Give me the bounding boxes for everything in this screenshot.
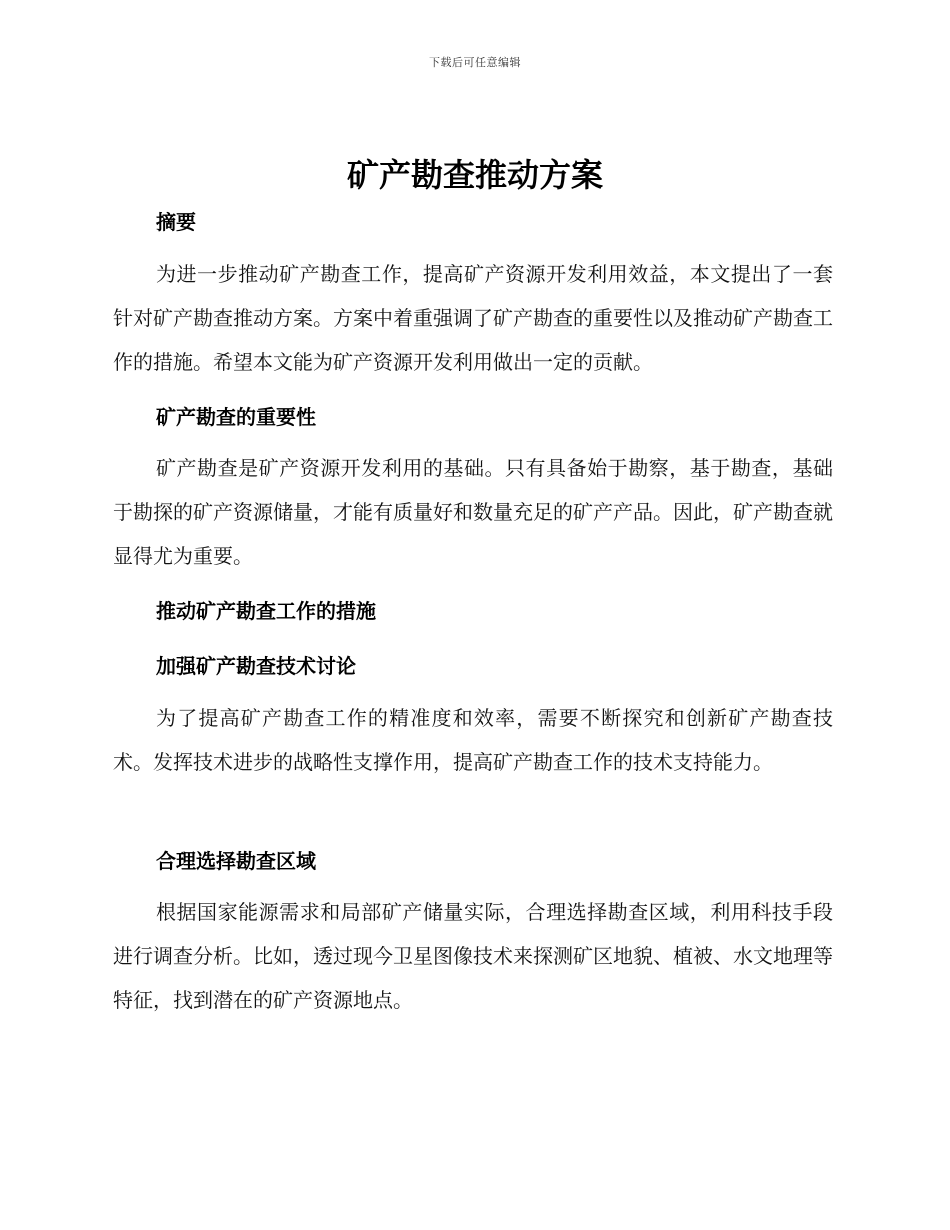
area-heading: 合理选择勘查区域 — [156, 849, 316, 873]
abstract-paragraph: 为进一步推动矿产勘查工作，提高矿产资源开发利用效益，本文提出了一套针对矿产勘查推动方案。方案中着重强调了矿产勘查的重要性以及推动矿产勘查工作的措施。希望本文能为矿产资源开发利用做出一定的贡献。 — [113, 262, 833, 374]
tech-paragraph: 为了提高矿产勘查工作的精准度和效率，需要不断探究和创新矿产勘查技术。发挥技术进步的战略性支撑作用，提高矿产勘查工作的技术支持能力。 — [113, 706, 833, 774]
page-header-note: 下载后可任意编辑 — [429, 56, 521, 69]
area-paragraph: 根据国家能源需求和局部矿产储量实际，合理选择勘查区域，利用科技手段进行调查分析。比如，透过现今卫星图像技术来探测矿区地貌、植被、水文地理等特征，找到潜在的矿产资源地点。 — [113, 900, 833, 1012]
document-title: 矿产勘查推动方案 — [346, 156, 603, 194]
measures-heading: 推动矿产勘查工作的措施 — [156, 599, 376, 623]
abstract-heading: 摘要 — [156, 210, 196, 234]
tech-heading: 加强矿产勘查技术讨论 — [156, 654, 356, 678]
importance-heading: 矿产勘查的重要性 — [156, 405, 316, 429]
importance-paragraph: 矿产勘查是矿产资源开发利用的基础。只有具备始于勘察，基于勘查，基础于勘探的矿产资源储量，才能有质量好和数量充足的矿产产品。因此，矿产勘查就显得尤为重要。 — [113, 456, 833, 568]
